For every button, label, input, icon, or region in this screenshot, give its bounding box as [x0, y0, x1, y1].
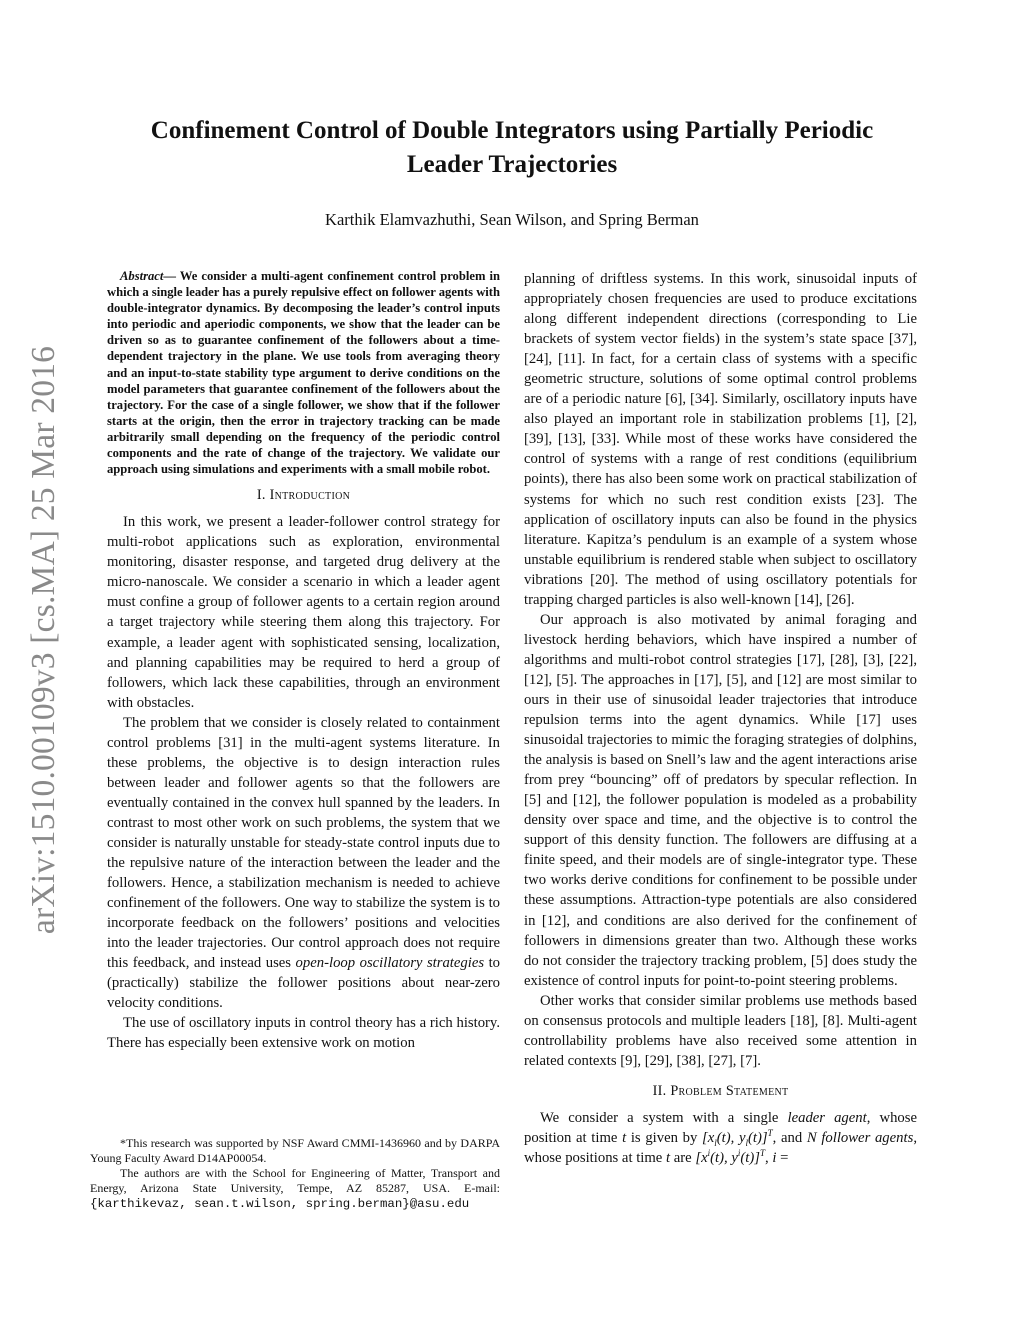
author-list: Karthik Elamvazhuthi, Sean Wilson, and Spring Berman — [325, 210, 699, 229]
intro-paragraph-5: Other works that consider similar problems use methods based on consensus protocols and multiple leaders [18], [8]. Multi-agent controllability problems have also received some attention in related contexts [9], [29], [38], [27], [7]. — [524, 992, 917, 1069]
right-column — [524, 269, 917, 1168]
paper-title — [112, 114, 912, 182]
section-heading-introduction: I. Introduction — [256, 487, 351, 504]
arxiv-sidebar-stamp — [14, 340, 74, 940]
author-emails: {karthikevaz, sean.t.wilson, spring.berman}@asu.edu — [90, 1197, 470, 1211]
footnotes — [90, 1136, 500, 1212]
title-line-2: Leader Trajectories — [406, 151, 618, 178]
intro-paragraph-4: Our approach is also motivated by animal foraging and livestock herding behaviors, which have inspired a number of algorithms and multi-robot control strategies [17], [28], [3], [22], [12], [5]. The approaches in [17], [5], and [12] are most similar to ours in their use of sinusoidal leader trajectories that introduce repulsion terms into the agent dynamics. While [17] uses sinusoidal trajectories to mimic the foraging strategies of dolphins, the analysis is based on Snell’s law and the agent interactions arise from prey “bouncing” off of predators by specular reflection. In [5] and [12], the follower population is modeled as a probability density over space and time, and the objective is to control the support of this density function. The followers are diffusing at a finite speed, and their models are of single-integrator type. These two works derive conditions for confinement to be possible under these assumptions. Attraction-type potentials are also considered in [12], and conditions are also derived for the confinement of followers in dimensions greater than two. Although these works do not consider the trajectory tracking problem, [5] does study the existence of control inputs for point-to-point steering problems. — [524, 611, 917, 989]
introduction-body-right — [524, 269, 917, 1071]
section-heading-problem-statement: II. Problem Statement — [652, 1082, 789, 1099]
intro-paragraph-3: The use of oscillatory inputs in control theory has a rich history. There has especially been extensive work on motion — [107, 1015, 500, 1052]
footnote-affiliation: The authors are with the School for Engineering of Matter, Transport and Energy, Arizona State University, Tempe, AZ 85287, USA. E-mail: {karthikevaz, sean.t.wilson, spring.berman}@asu.edu — [90, 1166, 500, 1211]
left-column — [107, 268, 500, 1053]
abstract: Abstract— We consider a multi-agent confinement control problem in which a single leader has a purely repulsive effect on follower agents with double-integrator dynamics. By decomposing the leader’s control inputs into periodic and aperiodic components, we show that the leader can be driven so as to guarantee confinement of the followers about a time-dependent trajectory in the plane. We use tools from averaging theory and an input-to-state stability type argument to derive conditions on the model parameters that guarantee confinement of the followers about the trajectory. For the case of a single follower, we show that if the follower starts at the origin, then the error in trajectory tracking can be made arbitrarily small depending on the frequency of the periodic control components and the rate of change of the trajectory. We validate our approach using simulations and experiments with a small mobile robot. — [107, 269, 501, 477]
arxiv-identifier: arXiv:1510.00109v3 [cs.MA] 25 Mar 2016 — [25, 345, 62, 935]
intro-paragraph-3-continued: planning of driftless systems. In this work, sinusoidal inputs of appropriately chosen frequencies are used to produce excitations along different independent directions (corresponding to Lie brackets of system vector fields) in the system’s state space [37], [24], [11]. In fact, for a certain class of systems with a specific geometric structure, solutions of some optimal control problems are of a periodic nature [6], [34]. Similarly, oscillatory inputs have also played an important role in stabilization problems [1], [2], [39], [13], [33]. While most of these works have considered the control of systems with a range of rest conditions (equilibrium points), there has also been some work on practical stabilization of systems for which no such rest condition exists [23]. The application of oscillatory inputs can also be found in the physics literature. Kapitza’s pendulum is an example of a system whose unstable equilibrium is rendered stable when subject to oscillatory vibrations [20]. The method of using oscillatory potentials for trapping charged particles is also well-known [14], [26]. — [524, 271, 917, 608]
problem-statement-body — [524, 1108, 917, 1168]
abstract-label: Abstract — [120, 269, 164, 283]
intro-paragraph-2: The problem that we consider is closely related to containment control problems [31] in the multi-agent systems literature. In these problems, the objective is to design interaction rules between leader and follower agents so that the followers are eventually contained in the convex hull spanned by the leaders. In contrast to most other work on such problems, the system that we consider is naturally unstable for steady-state control inputs due to the repulsive nature of the interaction between the leader and the followers. Hence, a stabilization mechanism is needed to achieve confinement of the followers. One way to stabilize the system is to incorporate feedback on the followers’ positions and velocities into the leader trajectories. Our control approach does not require this feedback, and instead uses open-loop oscillatory strategies to (practically) stabilize the follower positions about near-zero velocity conditions. — [107, 714, 500, 1012]
leader-position-vector: [$x_l(t)$, $y_l(t)]^T$ — [702, 1128, 773, 1148]
intro-paragraph-1: In this work, we present a leader-follower control strategy for multi-robot applications such as exploration, environmental monitoring, disaster response, and targeted drug delivery at the micro-nanoscale. We consider a scenario in which a leader agent must confine a group of follower agents to a certain region around a target trajectory while steering them along this trajectory. For example, a leader agent with sophisticated sensing, localization, and planning capabilities may be required to herd a group of followers, which lack these capabilities, through an environment with obstacles. — [107, 514, 500, 711]
problem-paragraph-1: We consider a system with a single leader agent, whose position at time t is given by [$x_l(t)$, $y_l(t)]^T$, and N follower agents, whose positions at time t are [$x^i(t)$, $y^i(t)]^T$, i = — [524, 1109, 918, 1166]
introduction-body-left — [107, 512, 500, 1053]
abstract-text: We consider a multi-agent confinement control problem in which a single leader has a purely repulsive effect on follower agents with double-integrator dynamics. By decomposing the leader’s control inputs into periodic and aperiodic components, we show that the leader can be driven so as to guarantee confinement of the followers about a time-dependent trajectory in the plane. We use tools from averaging theory and an input-to-state stability type argument to derive conditions on the model parameters that guarantee confinement of the followers about the trajectory. For the case of a single follower, we show that if the follower starts at the origin, then the error in trajectory tracking can be made arbitrarily small depending on the frequency of the periodic control components and the rate of change of the trajectory. We validate our approach using simulations and experiments with a small mobile robot. — [107, 269, 501, 477]
title-line-1: Confinement Control of Double Integrators using Partially Periodic — [150, 117, 874, 144]
emphasis-open-loop: open-loop oscillatory strategies — [295, 955, 485, 972]
footnote-funding: *This research was supported by NSF Award CMMI-1436960 and by DARPA Young Faculty Award D14AP00054. — [90, 1136, 500, 1165]
follower-position-vector: [$x^i(t)$, $y^i(t)]^T$ — [695, 1148, 765, 1166]
